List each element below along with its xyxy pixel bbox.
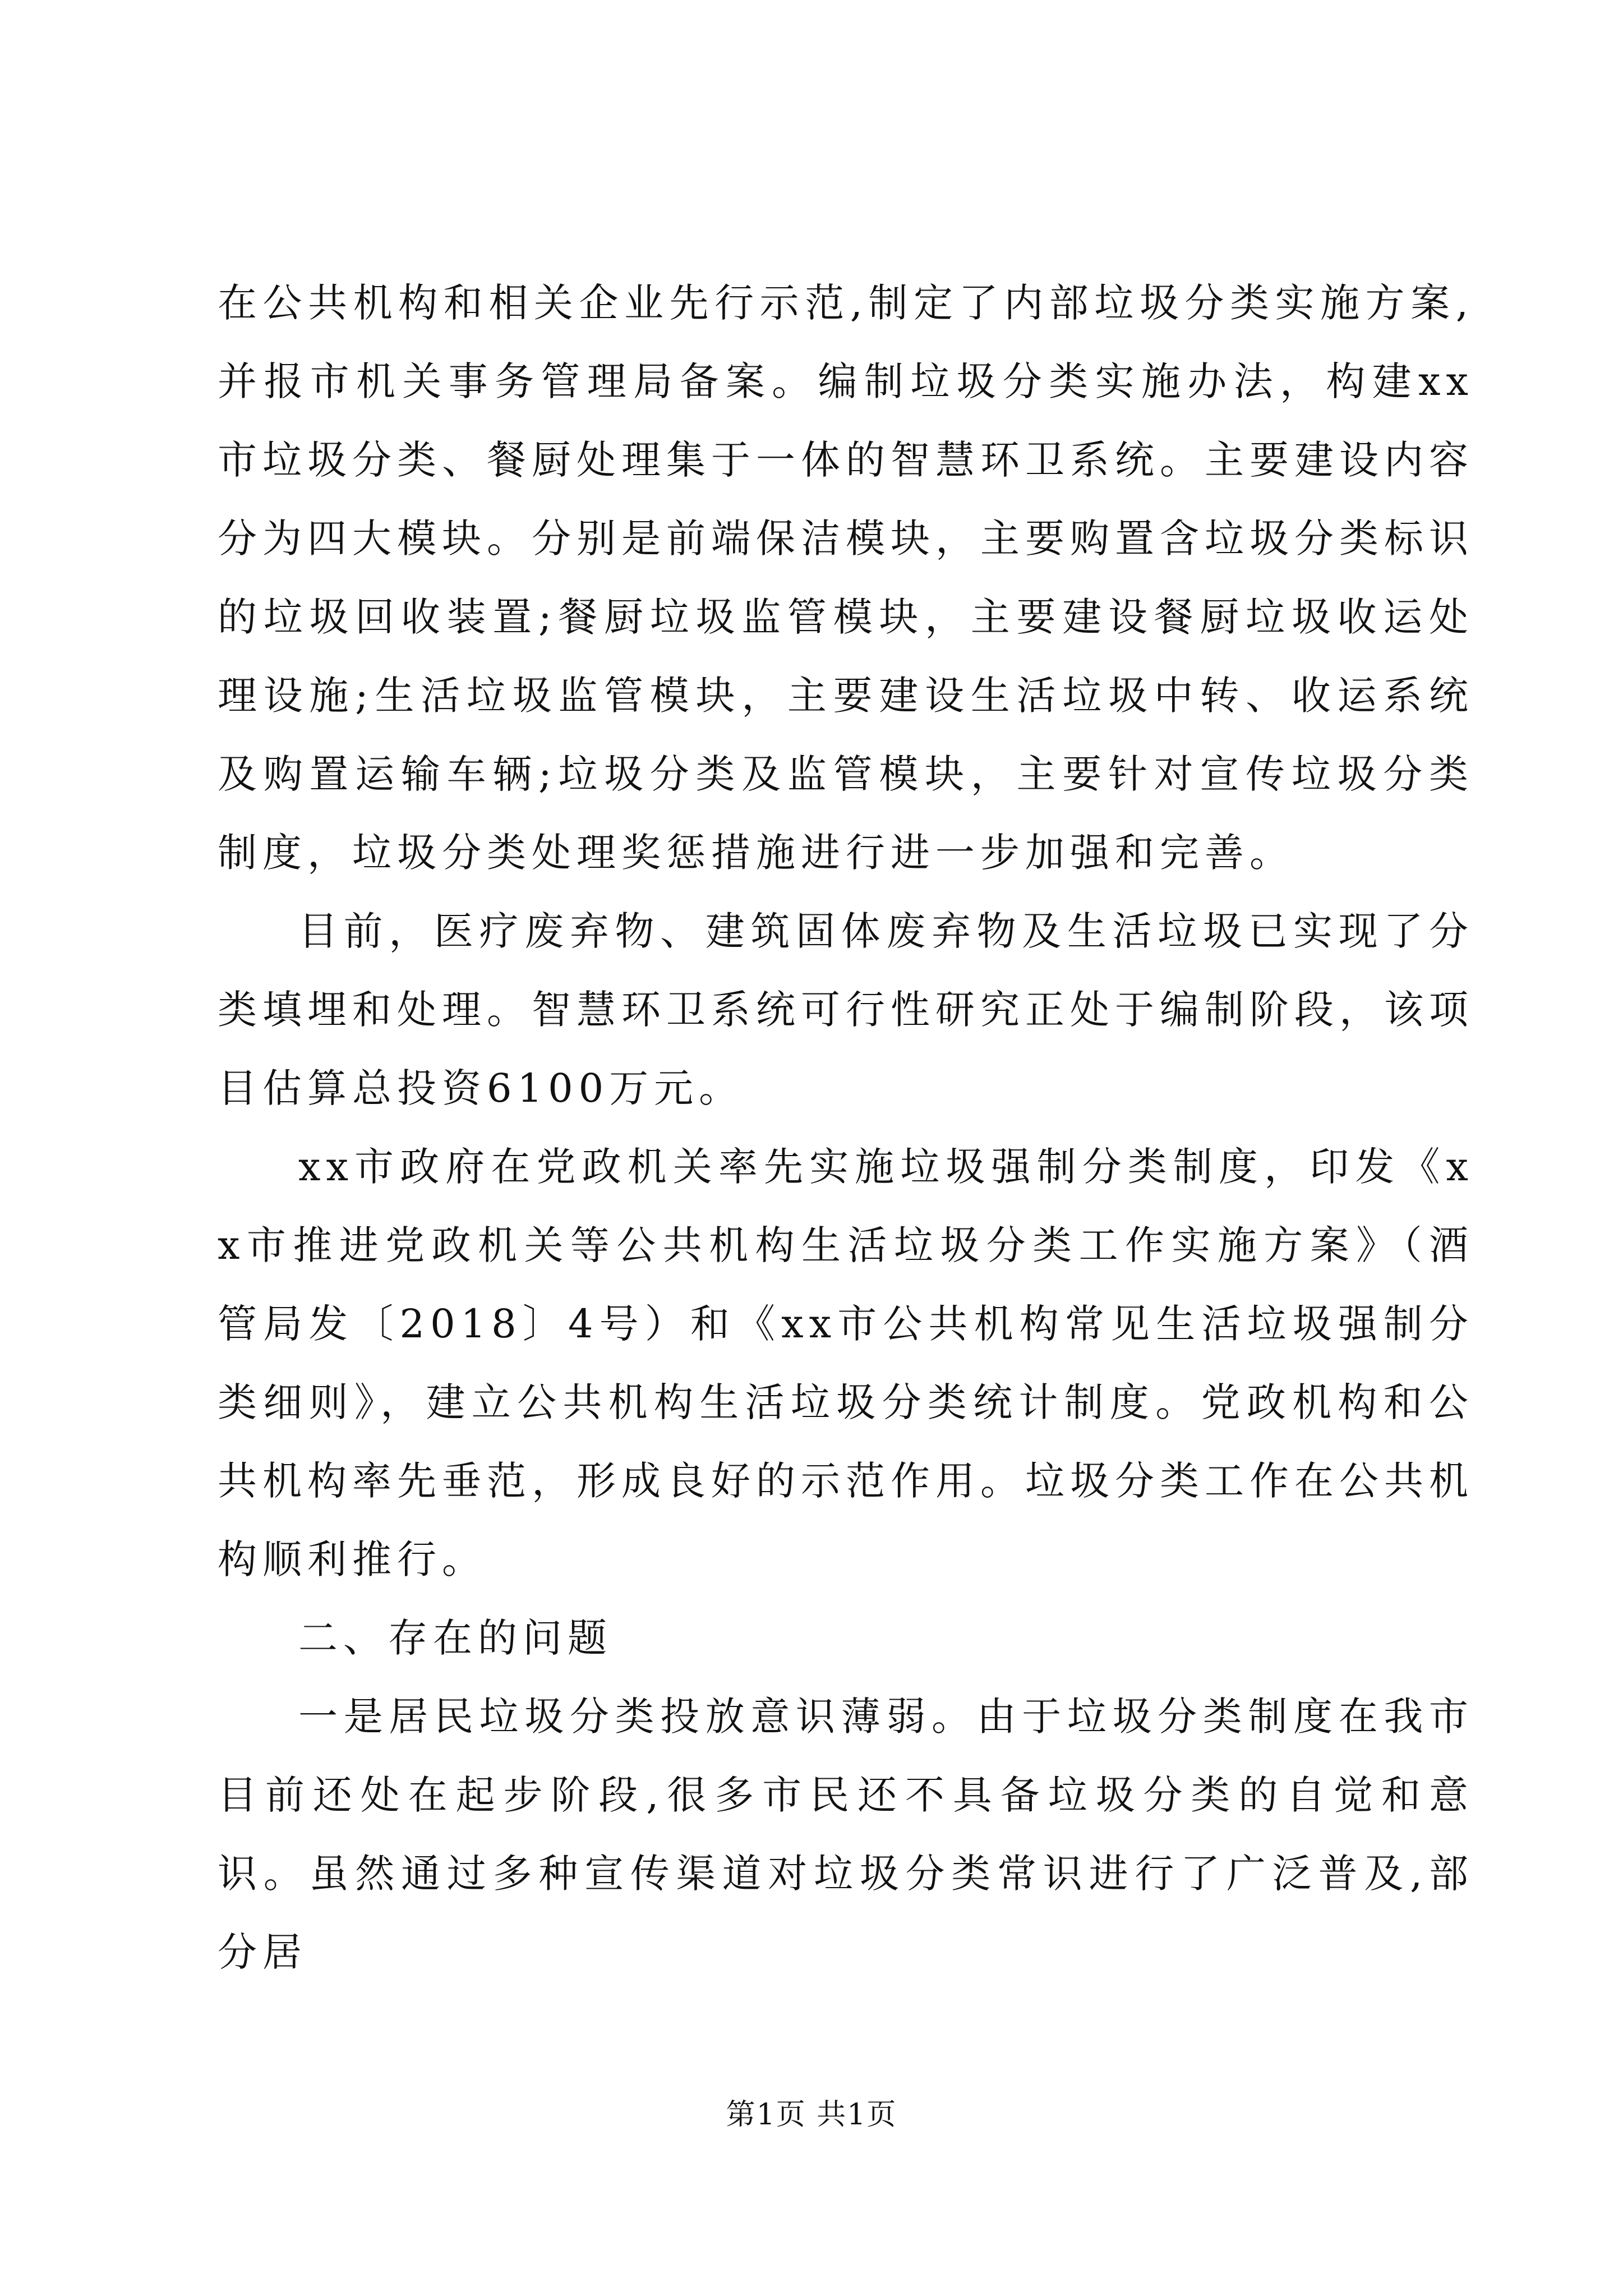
paragraph-1: 在公共机构和相关企业先行示范,制定了内部垃圾分类实施方案,并报市机关事务管理局备案。编制垃圾分类实施办法，构建xx市垃圾分类、餐厨处理集于一体的智慧环卫系统。主要建设内容分为四大模块。分别是前端保洁模块，主要购置含垃圾分类标识的垃圾回收装置;餐厨垃圾监管模块，主要建设餐厨垃圾收运处理设施;生活垃圾监管模块，主要建设生活垃圾中转、收运系统及购置运输车辆;垃圾分类及监管模块，主要针对宣传垃圾分类制度，垃圾分类处理奖惩措施进行进一步加强和完善。 (218, 280, 1474, 876)
page-footer (0, 2095, 1623, 2134)
paragraph-2: 目前，医疗废弃物、建筑固体废弃物及生活垃圾已实现了分类填埋和处理。智慧环卫系统可行性研究正处于编制阶段，该项目估算总投资6100万元。 (218, 908, 1474, 1111)
document-body (218, 264, 1474, 1991)
paragraph-3: xx市政府在党政机关率先实施垃圾强制分类制度，印发《xx市推进党政机关等公共机构生活垃圾分类工作实施方案》（酒管局发〔2018〕4号）和《xx市公共机构常见生活垃圾强制分类细则》，建立公共机构生活垃圾分类统计制度。党政机构和公共机构率先垂范，形成良好的示范作用。垃圾分类工作在公共机构顺利推行。 (218, 1144, 1474, 1582)
section-heading: 二、存在的问题 (298, 1615, 612, 1661)
paragraph-5: 一是居民垃圾分类投放意识薄弱。由于垃圾分类制度在我市目前还处在起步阶段,很多市民还不具备垃圾分类的自觉和意识。虽然通过多种宣传渠道对垃圾分类常识进行了广泛普及,部分居 (218, 1694, 1474, 1975)
page-number-label: 第1页 共1页 (726, 2098, 897, 2132)
